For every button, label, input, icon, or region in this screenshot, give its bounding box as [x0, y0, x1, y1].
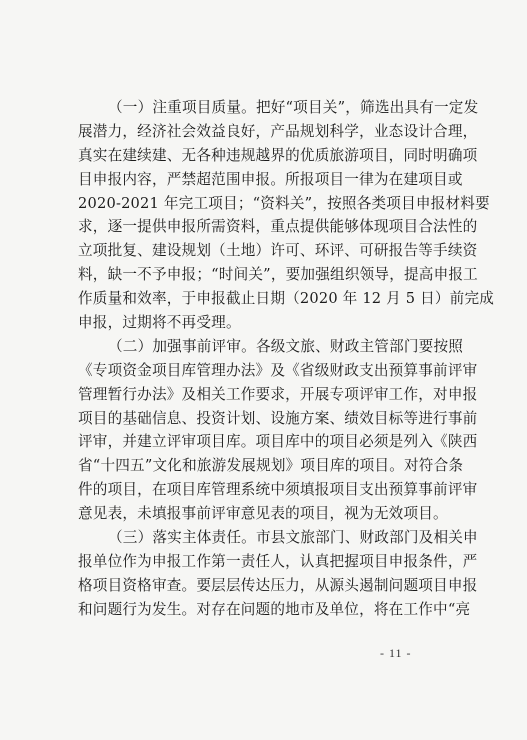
text-line: 立项批复、建设规划（土地）许可、环评、可研报告等手续资 — [78, 242, 478, 260]
text-line: 意见表，未填报事前评审意见表的项目，视为无效项目。 — [78, 505, 448, 523]
text-line: （一）注重项目质量。把好“项目关”，筛选出具有一定发 — [108, 99, 479, 116]
text-line: 管理暂行办法》及相关工作要求，开展专项评审工作，对申报 — [78, 385, 478, 403]
text-line: 和问题行为发生。对存在问题的地市及单位，将在工作中“亮 — [78, 600, 471, 618]
text-line: 求，逐一提供申报所需资料，重点提供能够体现项目合法性的 — [78, 218, 478, 236]
text-line: 件的项目，在项目库管理系统中须填报项目支出预算事前评审 — [78, 481, 478, 499]
text-line: 作质量和效率，于申报截止日期（2020 年 12 月 5 日）前完成 — [78, 290, 495, 308]
text-line: 《专项资金项目库管理办法》及《省级财政支出预算事前评审 — [78, 361, 478, 379]
text-line: 项目的基础信息、投资计划、设施方案、绩效目标等进行事前 — [78, 409, 478, 427]
text-line: 申报，过期将不再受理。 — [78, 314, 241, 332]
text-line: 料，缺一不予申报；“时间关”，要加强组织领导，提高申报工 — [78, 266, 478, 284]
document-body — [78, 96, 495, 622]
text-line: 目申报内容，严禁超范围申报。所报项目一律为在建项目或 — [78, 170, 463, 188]
text-line: 2020-2021 年完工项目；“资料关”，按照各类项目申报材料要 — [78, 194, 490, 212]
page-number: - 11 - — [380, 646, 412, 660]
text-line: （二）加强事前评审。各级文旅、财政主管部门要按照 — [108, 337, 464, 355]
text-line: 省“十四五”文化和旅游发展规划》项目库的项目。对符合条 — [78, 457, 464, 475]
text-line: 评审，并建立评审项目库。项目库中的项目必须是列入《陕西 — [78, 433, 478, 451]
text-line: 真实在建续建、无各种违规越界的优质旅游项目，同时明确项 — [78, 146, 478, 164]
text-line: 报单位作为申报工作第一责任人，认真把握项目申报条件，严 — [78, 552, 478, 570]
text-line: （三）落实主体责任。市县文旅部门、财政部门及相关申 — [108, 529, 478, 547]
text-line: 格项目资格审查。要层层传达压力，从源头遏制问题项目申报 — [78, 576, 478, 594]
text-line: 展潜力，经济社会效益良好，产品规划科学，业态设计合理， — [78, 122, 478, 140]
